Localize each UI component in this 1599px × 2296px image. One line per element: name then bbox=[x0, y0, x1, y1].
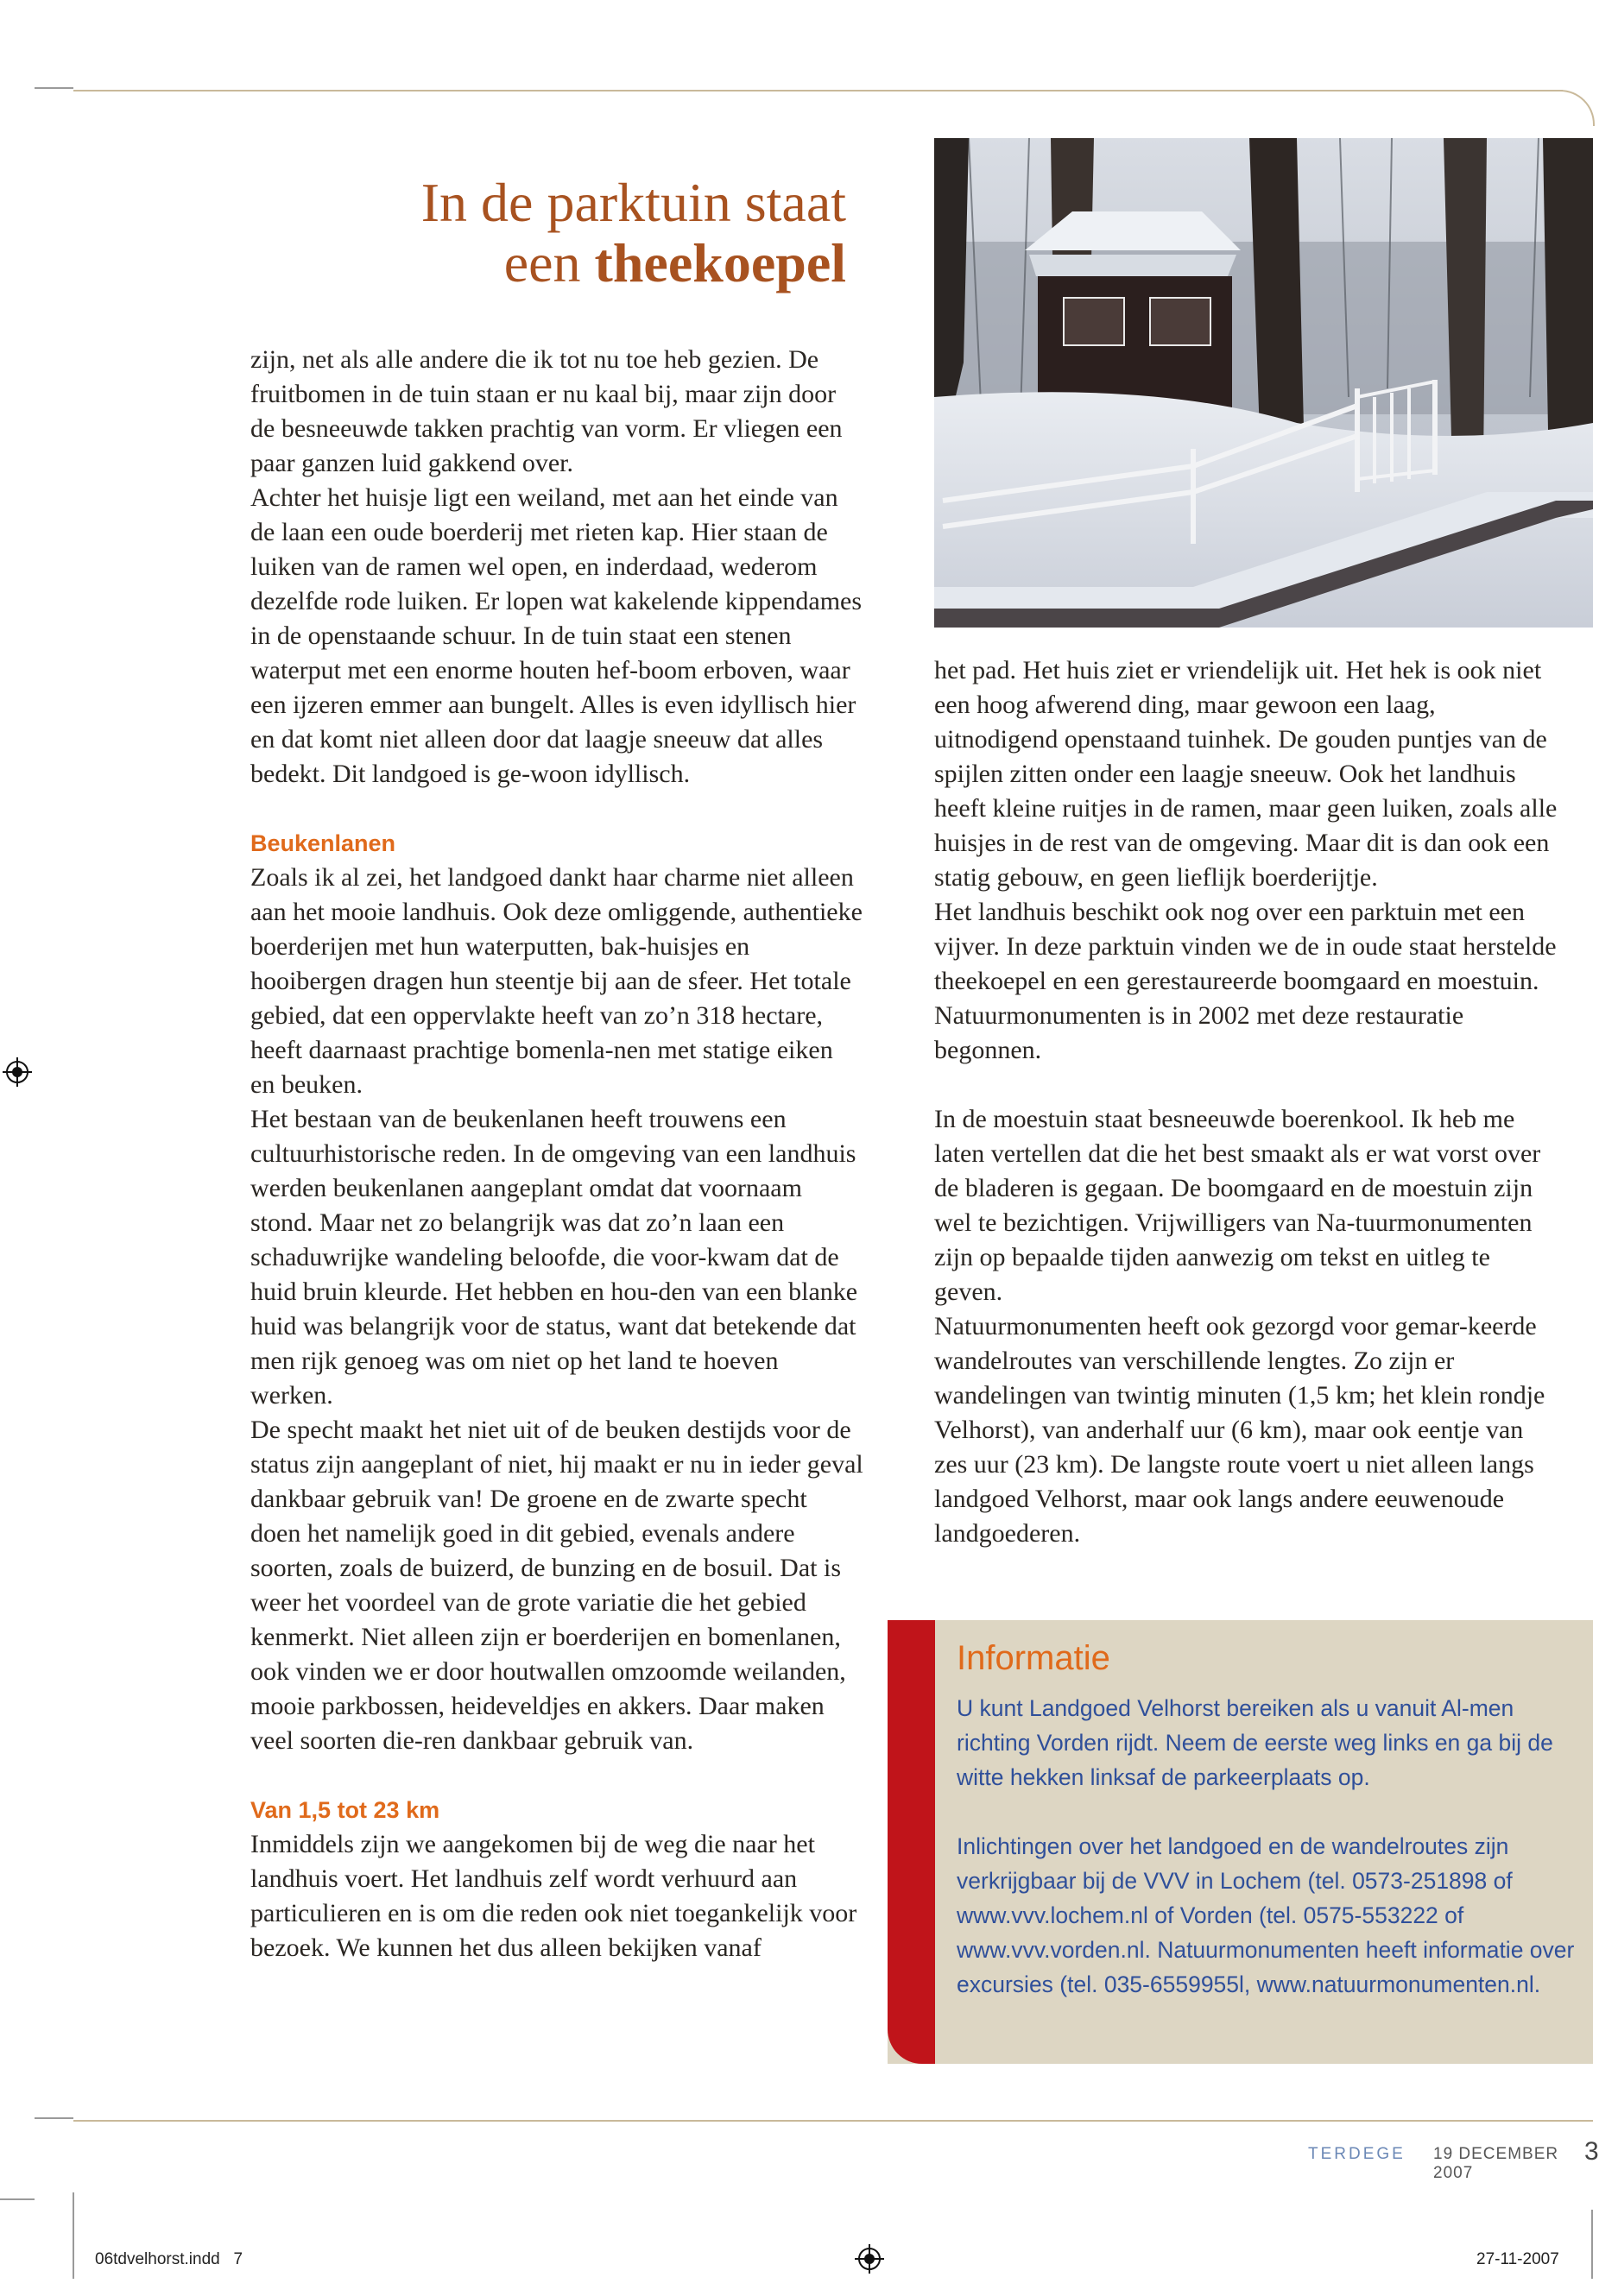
right-paragraph-3: In de moestuin staat besneeuwde boerenkool. Ik heb me laten vertellen dat die het best smaakt als er wat vorst over de bladeren is gegaan. De boomgaard en de moestuin zijn wel te bezichtigen. Vrijwilligers van Na-tuurmonumenten zijn op bepaalde tijden aanwezig om tekst en uitleg te geven. bbox=[934, 1105, 1541, 1306]
right-paragraph-2: Het landhuis beschikt ook nog over een parktuin met een vijver. In deze parktuin vinden we de in oude staat herstelde theekoepel en een gerestaureerde boomgaard en moestuin. Natuurmonumenten is in 2002 met deze restauratie begonnen. bbox=[934, 898, 1557, 1064]
right-paragraph-1: het pad. Het huis ziet er vriendelijk uit. Het hek is ook niet een hoog afwerend ding, maar gewoon een laag, uitnodigend openstaand tuinhek. De gouden puntjes van de spijlen zitten onder een laagje sneeuw. Ook het landhuis heeft kleine ruitjes in de ramen, maar geen luiken, zoals alle huisjes in de rest van de omgeving. Maar dit is dan ook een statig gebouw, en geen lieflijk boerderijtje. bbox=[934, 656, 1558, 892]
footer-date: 19 DECEMBER 2007 bbox=[1433, 2145, 1559, 2182]
subheading-van-1-5-tot-23-km: Van 1,5 tot 23 km bbox=[250, 1797, 440, 1823]
snow-scene-image bbox=[934, 138, 1593, 628]
crop-mark-slug-vertical-left bbox=[73, 2192, 74, 2279]
crop-mark-bottom-left bbox=[35, 2117, 73, 2119]
crop-mark-slug-vertical-right bbox=[1591, 2210, 1593, 2279]
title-line-1: In de parktuin staat bbox=[420, 172, 846, 233]
crop-mark-top-left bbox=[35, 87, 73, 89]
info-box-content bbox=[957, 1632, 1578, 2002]
left-paragraph-6: Inmiddels zijn we aangekomen bij de weg die naar het landhuis voert. Het landhuis zelf wordt verhuurd aan particulieren en is om die reden ook niet toegankelijk voor bezoek. We kunnen het dus alleen bekijken vanaf bbox=[250, 1830, 857, 1962]
article-title bbox=[328, 173, 846, 293]
right-paragraph-4: Natuurmonumenten heeft ook gezorgd voor gemar-keerde wandelroutes van verschillende lengtes. Zo zijn er wandelingen van twintig minuten (1,5 km; het klein rondje Velhorst), van anderhalf uur (6 km), maar ook eentje van zes uur (23 km). De langste route voert u niet alleen langs landgoed Velhorst, maar ook langs andere eeuwenoude landgoederen. bbox=[934, 1312, 1545, 1548]
top-frame-rule bbox=[73, 90, 1563, 91]
slug-filename: 06tdvelhorst.indd 7 bbox=[95, 2250, 243, 2268]
crop-mark-slug-left bbox=[0, 2198, 35, 2200]
registration-mark-bottom-icon bbox=[855, 2244, 884, 2274]
left-column bbox=[250, 343, 863, 1965]
left-paragraph-2: Achter het huisje ligt een weiland, met aan het einde van de laan een oude boerderij met rieten kap. Hier staan de luiken van de ramen wel open, en inderdaad, wederom dezelfde rode luiken. Er lopen wat kakelende kippendames in de openstaande schuur. In de tuin staat een stenen waterput met een enorme houten hef-boom erboven, waar een ijzeren emmer aan bungelt. Alles is even idyllisch hier en dat komt niet alleen door dat laagje sneeuw dat alles bedekt. Dit landgoed is ge-woon idyllisch. bbox=[250, 483, 863, 788]
info-box-paragraph-1: U kunt Landgoed Velhorst bereiken als u vanuit Al-men richting Vorden rijdt. Neem de eerste weg links en ga bij de witte hekken linksaf de parkeerplaats op. bbox=[957, 1695, 1553, 1790]
left-paragraph-3: Zoals ik al zei, het landgoed dankt haar charme niet alleen aan het mooie landhuis. Ook deze omliggende, authentieke boerderijen met hun waterputten, bak-huisjes en hooibergen dragen hun steentje bij aan de sfeer. Het totale gebied, dat een oppervlakte heeft van zo’n 318 hectare, heeft daarnaast prachtige bomenla-nen met statige eiken en beuken. bbox=[250, 863, 863, 1099]
left-paragraph-1: zijn, net als alle andere die ik tot nu toe heb gezien. De fruitbomen in de tuin staan er nu kaal bij, maar zijn door de besneeuwde takken prachtig van vorm. Er vliegen een paar ganzen luid gakkend over. bbox=[250, 345, 843, 477]
footer-brand: TERDEGE bbox=[1308, 2145, 1406, 2163]
info-box-red-bar bbox=[888, 1620, 935, 2064]
info-box-paragraph-2: Inlichtingen over het landgoed en de wandelroutes zijn verkrijgbaar bij de VVV in Lochem (tel. 0573-251898 of www.vvv.lochem.nl of Vorden (tel. 0575-553222 of www.vvv.vorden.nl. Natuurmonumenten heeft informatie over excursies (tel. 035-6559955l, www.natuurmonumenten.nl. bbox=[957, 1833, 1575, 1997]
slug-date: 27-11-2007 bbox=[1476, 2250, 1559, 2268]
registration-mark-left-icon bbox=[3, 1057, 32, 1087]
bottom-frame-rule bbox=[73, 2120, 1593, 2122]
info-box bbox=[888, 1620, 1593, 2064]
top-frame-corner bbox=[1558, 90, 1595, 126]
info-box-title: Informatie bbox=[957, 1639, 1110, 1677]
left-paragraph-4: Het bestaan van de beukenlanen heeft trouwens een cultuurhistorische reden. In de omgeving van een landhuis werden beukenlanen aangeplant omdat dat voornaam stond. Maar net zo belangrijk was dat zo’n laan een schaduwrijke wandeling beloofde, die voor-kwam dat de huid bruin kleurde. Het hebben en hou-den van een blanke huid was belangrijk voor de status, want dat betekende dat men rijk genoeg was om niet op het land te hoeven werken. bbox=[250, 1105, 858, 1410]
title-line-2: een theekoepel bbox=[503, 232, 846, 293]
theekoepel-photo bbox=[934, 138, 1593, 628]
title-emphasis: theekoepel bbox=[594, 232, 846, 293]
subheading-beukenlanen: Beukenlanen bbox=[250, 830, 396, 856]
left-paragraph-5: De specht maakt het niet uit of de beuken destijds voor de status zijn aangeplant of niet, hij maakt er nu in ieder geval dankbaar gebruik van! De groene en de zwarte specht doen het namelijk goed in dit gebied, evenals andere soorten, zoals de buizerd, de bunzing en de bosuil. Dat is weer het voordeel van de grote variatie die het gebied kenmerkt. Niet alleen zijn er boerderijen en bomenlanen, ook vinden we er door houtwallen omzoomde weilanden, mooie parkbossen, heideveldjes en akkers. Daar maken veel soorten die-ren dankbaar gebruik van. bbox=[250, 1416, 863, 1755]
page-number: 3 bbox=[1584, 2137, 1599, 2166]
right-column bbox=[934, 653, 1560, 1551]
